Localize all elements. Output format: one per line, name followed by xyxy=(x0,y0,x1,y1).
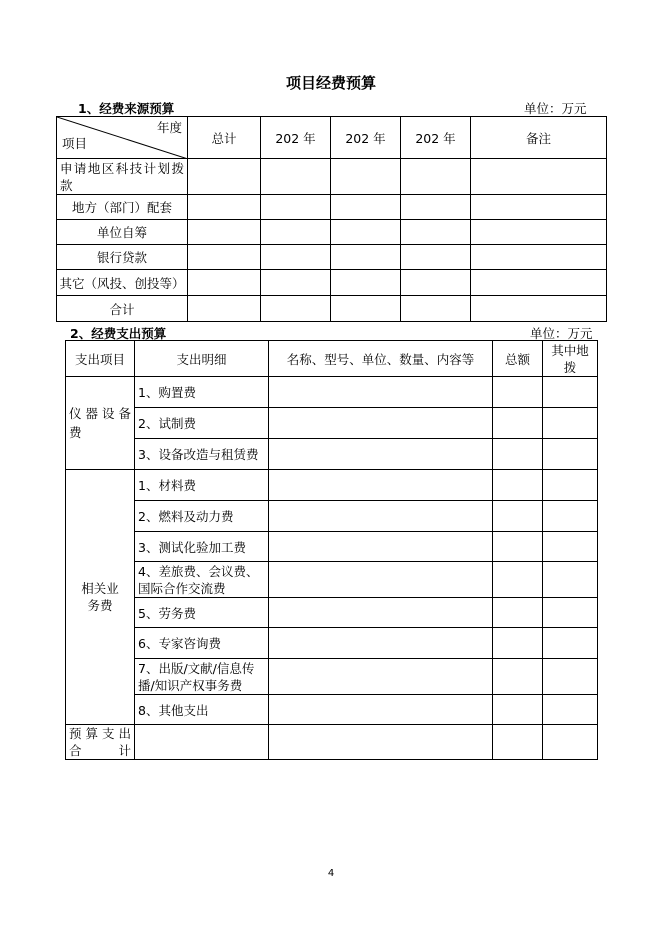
table-cell[interactable] xyxy=(493,408,543,439)
table-cell[interactable] xyxy=(269,532,493,562)
header-item-label: 项目 xyxy=(62,136,88,151)
row-label: 单位自筹 xyxy=(57,220,188,245)
table-cell[interactable] xyxy=(493,725,543,760)
table-cell[interactable] xyxy=(331,159,401,195)
table-cell[interactable] xyxy=(135,725,269,760)
table-cell[interactable] xyxy=(269,439,493,470)
table-cell[interactable] xyxy=(188,220,261,245)
row-label-total: 预算支出合计 xyxy=(66,725,135,760)
table-cell[interactable] xyxy=(331,296,401,322)
table-cell[interactable] xyxy=(401,270,471,296)
detail-item: 3、设备改造与租赁费 xyxy=(135,439,269,470)
table-cell[interactable] xyxy=(269,408,493,439)
table-cell[interactable] xyxy=(261,296,331,322)
table-cell[interactable] xyxy=(543,532,598,562)
section1-heading: 1、经费来源预算 xyxy=(78,101,175,116)
section1-unit: 单位：万元 xyxy=(524,101,587,116)
table-cell[interactable] xyxy=(543,562,598,598)
row-label-total: 合计 xyxy=(57,296,188,322)
table-cell[interactable] xyxy=(493,501,543,532)
table-cell[interactable] xyxy=(543,628,598,659)
table-cell[interactable] xyxy=(269,501,493,532)
section2-unit: 单位：万元 xyxy=(530,326,593,341)
table-cell[interactable] xyxy=(543,377,598,408)
table-cell[interactable] xyxy=(188,195,261,220)
table-cell[interactable] xyxy=(471,296,607,322)
detail-item: 8、其他支出 xyxy=(135,695,269,725)
col-header-total: 总计 xyxy=(188,117,261,159)
table-cell[interactable] xyxy=(401,220,471,245)
row-label: 银行贷款 xyxy=(57,245,188,270)
expenditure-table xyxy=(65,340,598,760)
detail-item: 5、劳务费 xyxy=(135,598,269,628)
table-cell[interactable] xyxy=(543,725,598,760)
col-header-category: 支出项目 xyxy=(66,341,135,377)
header-year-label: 年度 xyxy=(156,120,182,135)
col-header-year-2: 202 年 xyxy=(331,117,401,159)
table-cell[interactable] xyxy=(269,377,493,408)
table-cell[interactable] xyxy=(269,598,493,628)
table-cell[interactable] xyxy=(471,159,607,195)
funding-source-table xyxy=(56,116,607,322)
detail-item: 2、试制费 xyxy=(135,408,269,439)
detail-item: 7、出版/文献/信息传播/知识产权事务费 xyxy=(135,659,269,695)
table-cell[interactable] xyxy=(471,220,607,245)
table-cell[interactable] xyxy=(269,695,493,725)
table-cell[interactable] xyxy=(261,195,331,220)
table-cell[interactable] xyxy=(331,195,401,220)
table-cell[interactable] xyxy=(331,220,401,245)
table-cell[interactable] xyxy=(401,245,471,270)
table-cell[interactable] xyxy=(188,159,261,195)
table-cell[interactable] xyxy=(401,195,471,220)
table-cell[interactable] xyxy=(493,439,543,470)
table-cell[interactable] xyxy=(471,245,607,270)
table-cell[interactable] xyxy=(188,270,261,296)
table-cell[interactable] xyxy=(261,159,331,195)
page-title: 项目经费预算 xyxy=(285,74,376,92)
col-header-remarks: 备注 xyxy=(471,117,607,159)
table-cell[interactable] xyxy=(269,562,493,598)
table-cell[interactable] xyxy=(471,195,607,220)
group-label-business: 相关业务费 xyxy=(66,470,135,725)
detail-item: 2、燃料及动力费 xyxy=(135,501,269,532)
page-number: 4 xyxy=(327,868,335,879)
table-cell[interactable] xyxy=(269,725,493,760)
diagonal-header-cell xyxy=(57,117,188,159)
table-cell[interactable] xyxy=(493,598,543,628)
table-cell[interactable] xyxy=(188,245,261,270)
table-cell[interactable] xyxy=(261,270,331,296)
col-header-detail: 支出明细 xyxy=(135,341,269,377)
detail-item: 1、购置费 xyxy=(135,377,269,408)
table-cell[interactable] xyxy=(543,695,598,725)
table-cell[interactable] xyxy=(331,245,401,270)
table-cell[interactable] xyxy=(493,695,543,725)
detail-item: 6、专家咨询费 xyxy=(135,628,269,659)
detail-item: 3、测试化验加工费 xyxy=(135,532,269,562)
detail-item: 1、材料费 xyxy=(135,470,269,501)
row-label: 其它（风投、创投等） xyxy=(57,270,188,296)
table-cell[interactable] xyxy=(261,220,331,245)
table-cell[interactable] xyxy=(493,628,543,659)
table-cell[interactable] xyxy=(188,296,261,322)
table-cell[interactable] xyxy=(269,470,493,501)
table-cell[interactable] xyxy=(493,562,543,598)
col-header-spec: 名称、型号、单位、数量、内容等 xyxy=(269,341,493,377)
col-header-year-3: 202 年 xyxy=(401,117,471,159)
table-cell[interactable] xyxy=(401,296,471,322)
col-header-amount: 总额 xyxy=(493,341,543,377)
table-cell[interactable] xyxy=(261,245,331,270)
row-label: 地方（部门）配套 xyxy=(57,195,188,220)
table-cell[interactable] xyxy=(543,659,598,695)
table-cell[interactable] xyxy=(269,628,493,659)
table-cell[interactable] xyxy=(493,532,543,562)
detail-item: 4、差旅费、会议费、国际合作交流费 xyxy=(135,562,269,598)
table-cell[interactable] xyxy=(543,470,598,501)
table-cell[interactable] xyxy=(493,659,543,695)
table-cell[interactable] xyxy=(269,659,493,695)
col-header-local: 其中地拨 xyxy=(543,341,598,377)
section2-heading: 2、经费支出预算 xyxy=(70,326,167,341)
table-cell[interactable] xyxy=(543,408,598,439)
table-cell[interactable] xyxy=(493,377,543,408)
table-cell[interactable] xyxy=(401,159,471,195)
table-cell[interactable] xyxy=(493,470,543,501)
col-header-year-1: 202 年 xyxy=(261,117,331,159)
row-label: 申请地区科技计划拨款 xyxy=(57,159,188,195)
table-cell[interactable] xyxy=(543,501,598,532)
table-cell[interactable] xyxy=(471,270,607,296)
table-cell[interactable] xyxy=(331,270,401,296)
table-cell[interactable] xyxy=(543,598,598,628)
group-label-equipment: 仪器设备费 xyxy=(66,377,135,470)
table-cell[interactable] xyxy=(543,439,598,470)
